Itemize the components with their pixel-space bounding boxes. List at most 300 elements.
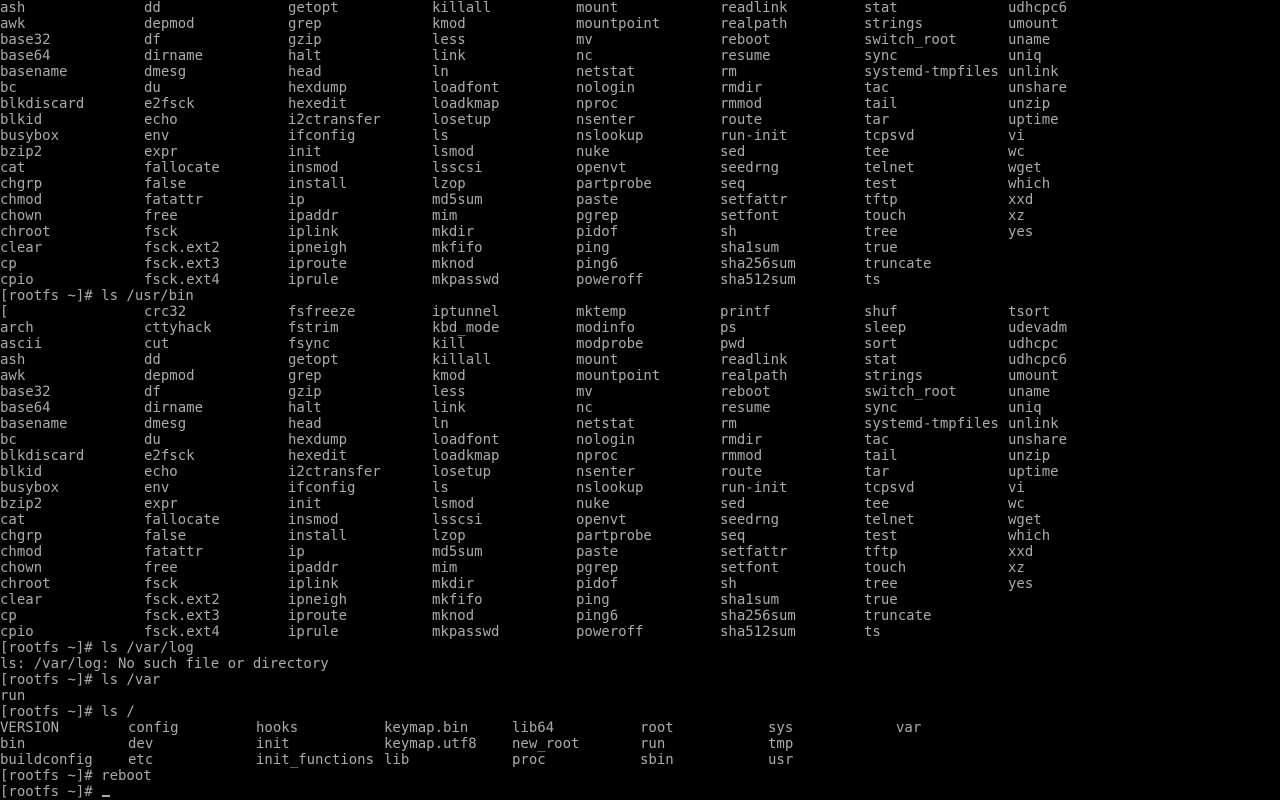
file-entry: umount <box>1008 368 1059 384</box>
shell-prompt-line <box>0 784 1280 800</box>
listing-row <box>0 576 1280 592</box>
file-entry: ping6 <box>576 608 619 624</box>
file-entry: bzip2 <box>0 144 43 160</box>
file-entry: lsscsi <box>432 512 483 528</box>
file-entry: install <box>288 176 348 192</box>
file-entry: cut <box>144 336 170 352</box>
file-entry: chroot <box>0 576 51 592</box>
file-entry: keymap.bin <box>384 720 469 736</box>
listing-row <box>0 224 1280 240</box>
file-entry: loadfont <box>432 432 500 448</box>
file-entry: kmod <box>432 368 466 384</box>
file-entry: wget <box>1008 160 1042 176</box>
listing-row <box>0 752 1280 768</box>
file-entry: lib64 <box>512 720 555 736</box>
file-entry: cat <box>0 512 26 528</box>
file-entry: stat <box>864 352 898 368</box>
file-entry: bc <box>0 432 17 448</box>
file-entry: sys <box>768 720 794 736</box>
file-entry: md5sum <box>432 192 483 208</box>
file-entry: ipaddr <box>288 208 339 224</box>
file-entry: fsck <box>144 576 178 592</box>
file-entry: gzip <box>288 32 322 48</box>
listing-row <box>0 240 1280 256</box>
file-entry: kill <box>432 336 466 352</box>
file-entry: less <box>432 32 466 48</box>
file-entry: lzop <box>432 528 466 544</box>
shell-command-line: [rootfs ~]# ls /var <box>0 672 161 688</box>
file-entry: dev <box>128 736 154 752</box>
file-entry: reboot <box>720 32 771 48</box>
file-entry: cat <box>0 160 26 176</box>
file-entry: lib <box>384 752 410 768</box>
file-entry: cp <box>0 256 17 272</box>
file-entry: losetup <box>432 112 492 128</box>
file-entry: tsort <box>1008 304 1051 320</box>
listing-row <box>0 48 1280 64</box>
file-entry: sha1sum <box>720 592 780 608</box>
file-entry: sync <box>864 48 898 64</box>
file-entry: setfont <box>720 208 780 224</box>
file-entry: uname <box>1008 32 1051 48</box>
listing-row <box>0 400 1280 416</box>
file-entry: systemd-tmpfiles <box>864 416 999 432</box>
file-entry: nologin <box>576 80 636 96</box>
file-entry: base32 <box>0 384 51 400</box>
shell-command-line: [rootfs ~]# ls /usr/bin <box>0 288 194 304</box>
file-entry: rmmod <box>720 96 763 112</box>
output-line: ls: /var/log: No such file or directory <box>0 656 329 672</box>
file-entry: strings <box>864 368 924 384</box>
file-entry: nsenter <box>576 112 636 128</box>
file-entry: run-init <box>720 480 788 496</box>
file-entry: lzop <box>432 176 466 192</box>
listing-row <box>0 720 1280 736</box>
file-entry: df <box>144 32 161 48</box>
file-entry: proc <box>512 752 546 768</box>
file-entry: busybox <box>0 480 60 496</box>
file-entry: tree <box>864 224 898 240</box>
listing-row <box>0 208 1280 224</box>
shell-command-line: [rootfs ~]# reboot <box>0 768 152 784</box>
file-entry: nproc <box>576 448 619 464</box>
listing-row <box>0 544 1280 560</box>
file-entry: udhcpc6 <box>1008 0 1068 16</box>
file-entry: tar <box>864 112 890 128</box>
file-entry: printf <box>720 304 771 320</box>
file-entry: ipaddr <box>288 560 339 576</box>
file-entry: setfattr <box>720 544 788 560</box>
file-entry: head <box>288 416 322 432</box>
file-entry: fsck.ext4 <box>144 624 220 640</box>
file-entry: clear <box>0 240 43 256</box>
file-entry: ping <box>576 592 610 608</box>
file-entry: lsscsi <box>432 160 483 176</box>
file-entry: lsmod <box>432 144 475 160</box>
file-entry: root <box>640 720 674 736</box>
file-entry: ip <box>288 192 305 208</box>
listing-row <box>0 96 1280 112</box>
file-entry: dd <box>144 0 161 16</box>
file-entry: config <box>128 720 179 736</box>
listing-row <box>0 80 1280 96</box>
file-entry: nc <box>576 400 593 416</box>
listing-row <box>0 496 1280 512</box>
file-entry: xz <box>1008 208 1025 224</box>
file-entry: fatattr <box>144 192 204 208</box>
file-entry: route <box>720 112 763 128</box>
file-entry: readlink <box>720 0 788 16</box>
file-entry: setfont <box>720 560 780 576</box>
file-entry: nuke <box>576 144 610 160</box>
file-entry: paste <box>576 192 619 208</box>
file-entry: stat <box>864 0 898 16</box>
file-entry: seq <box>720 176 746 192</box>
file-entry: getopt <box>288 0 339 16</box>
file-entry: blkdiscard <box>0 448 85 464</box>
file-entry: ash <box>0 352 26 368</box>
file-entry: uniq <box>1008 400 1042 416</box>
prompt-text: [rootfs ~]# <box>0 784 102 800</box>
file-entry: mountpoint <box>576 368 661 384</box>
file-entry: halt <box>288 400 322 416</box>
file-entry: modinfo <box>576 320 636 336</box>
file-entry: fsync <box>288 336 331 352</box>
file-entry: cpio <box>0 624 34 640</box>
file-entry: unshare <box>1008 80 1068 96</box>
file-entry: sh <box>720 576 737 592</box>
listing-row <box>0 256 1280 272</box>
file-entry: false <box>144 176 187 192</box>
file-entry: sha512sum <box>720 272 796 288</box>
file-entry: nc <box>576 48 593 64</box>
listing-row <box>0 336 1280 352</box>
file-entry: touch <box>864 560 907 576</box>
file-entry: seedrng <box>720 512 780 528</box>
file-entry: sync <box>864 400 898 416</box>
file-entry: sleep <box>864 320 907 336</box>
file-entry: setfattr <box>720 192 788 208</box>
file-entry: uptime <box>1008 464 1059 480</box>
file-entry: wc <box>1008 144 1025 160</box>
file-entry: mkpasswd <box>432 624 500 640</box>
file-entry: telnet <box>864 512 915 528</box>
file-entry: sort <box>864 336 898 352</box>
file-entry: clear <box>0 592 43 608</box>
output-line: run <box>0 688 26 704</box>
file-entry: chmod <box>0 192 43 208</box>
file-entry: ts <box>864 624 881 640</box>
file-entry: mkdir <box>432 224 475 240</box>
file-entry: nuke <box>576 496 610 512</box>
file-entry: test <box>864 176 898 192</box>
file-entry: unzip <box>1008 96 1051 112</box>
file-entry: run-init <box>720 128 788 144</box>
file-entry: tcpsvd <box>864 128 915 144</box>
file-entry: vi <box>1008 480 1025 496</box>
file-entry: e2fsck <box>144 448 195 464</box>
file-entry: rmdir <box>720 80 763 96</box>
file-entry: touch <box>864 208 907 224</box>
file-entry: env <box>144 128 170 144</box>
file-entry: basename <box>0 64 68 80</box>
file-entry: chgrp <box>0 176 43 192</box>
file-entry: openvt <box>576 512 627 528</box>
file-entry: telnet <box>864 160 915 176</box>
file-entry: ls <box>432 128 449 144</box>
file-entry: rmmod <box>720 448 763 464</box>
file-entry: switch_root <box>864 384 957 400</box>
file-entry: grep <box>288 16 322 32</box>
file-entry: iplink <box>288 576 339 592</box>
file-entry: hexedit <box>288 448 348 464</box>
file-entry: fsck.ext3 <box>144 608 220 624</box>
file-entry: fstrim <box>288 320 339 336</box>
file-entry: systemd-tmpfiles <box>864 64 999 80</box>
file-entry: pwd <box>720 336 746 352</box>
listing-row <box>0 32 1280 48</box>
file-entry: udevadm <box>1008 320 1068 336</box>
file-entry: hexedit <box>288 96 348 112</box>
file-entry: false <box>144 528 187 544</box>
file-entry: nproc <box>576 96 619 112</box>
file-entry: uptime <box>1008 112 1059 128</box>
file-entry: ln <box>432 64 449 80</box>
file-entry: nologin <box>576 432 636 448</box>
file-entry: which <box>1008 528 1051 544</box>
listing-row <box>0 144 1280 160</box>
file-entry: tree <box>864 576 898 592</box>
file-entry: base32 <box>0 32 51 48</box>
listing-row <box>0 480 1280 496</box>
file-entry: sha1sum <box>720 240 780 256</box>
file-entry: ipneigh <box>288 592 348 608</box>
file-entry: busybox <box>0 128 60 144</box>
file-entry: iprule <box>288 624 339 640</box>
file-entry: shuf <box>864 304 898 320</box>
file-entry: echo <box>144 112 178 128</box>
file-entry: unlink <box>1008 416 1059 432</box>
listing-row <box>0 448 1280 464</box>
file-entry: expr <box>144 144 178 160</box>
file-entry: losetup <box>432 464 492 480</box>
file-entry: unzip <box>1008 448 1051 464</box>
file-entry: modprobe <box>576 336 644 352</box>
file-entry: dmesg <box>144 416 187 432</box>
file-entry: du <box>144 432 161 448</box>
file-entry: nslookup <box>576 480 644 496</box>
file-entry: ifconfig <box>288 480 356 496</box>
file-entry: paste <box>576 544 619 560</box>
file-entry: mv <box>576 32 593 48</box>
file-entry: sha256sum <box>720 608 796 624</box>
file-entry: poweroff <box>576 624 644 640</box>
listing-row <box>0 608 1280 624</box>
listing-row <box>0 352 1280 368</box>
file-entry: netstat <box>576 64 636 80</box>
file-entry: free <box>144 208 178 224</box>
file-entry: dd <box>144 352 161 368</box>
file-entry: tee <box>864 496 890 512</box>
file-entry: tac <box>864 80 890 96</box>
file-entry: seq <box>720 528 746 544</box>
file-entry: switch_root <box>864 32 957 48</box>
file-entry: mkpasswd <box>432 272 500 288</box>
file-entry: fsck <box>144 224 178 240</box>
file-entry: dirname <box>144 400 204 416</box>
listing-row <box>0 320 1280 336</box>
file-entry: tftp <box>864 544 898 560</box>
file-entry: true <box>864 240 898 256</box>
file-entry: echo <box>144 464 178 480</box>
file-entry: unlink <box>1008 64 1059 80</box>
file-entry: yes <box>1008 224 1034 240</box>
listing-row <box>0 272 1280 288</box>
listing-row <box>0 64 1280 80</box>
file-entry: df <box>144 384 161 400</box>
file-entry: nsenter <box>576 464 636 480</box>
file-entry: udhcpc6 <box>1008 352 1068 368</box>
listing-row <box>0 464 1280 480</box>
file-entry: chroot <box>0 224 51 240</box>
file-entry: chgrp <box>0 528 43 544</box>
file-entry: head <box>288 64 322 80</box>
listing-row <box>0 160 1280 176</box>
file-entry: loadkmap <box>432 96 500 112</box>
file-entry: dirname <box>144 48 204 64</box>
file-entry: fallocate <box>144 512 220 528</box>
file-entry: chown <box>0 560 43 576</box>
file-entry: iproute <box>288 256 348 272</box>
file-entry: wget <box>1008 512 1042 528</box>
listing-row <box>0 304 1280 320</box>
file-entry: loadfont <box>432 80 500 96</box>
listing-row <box>0 528 1280 544</box>
listing-row <box>0 432 1280 448</box>
file-entry: link <box>432 48 466 64</box>
file-entry: tar <box>864 464 890 480</box>
file-entry: netstat <box>576 416 636 432</box>
file-entry: mim <box>432 560 458 576</box>
file-entry: sed <box>720 144 746 160</box>
file-entry: bzip2 <box>0 496 43 512</box>
file-entry: chown <box>0 208 43 224</box>
file-entry: sed <box>720 496 746 512</box>
shell-command-line: [rootfs ~]# ls /var/log <box>0 640 194 656</box>
file-entry: mim <box>432 208 458 224</box>
file-entry: base64 <box>0 48 51 64</box>
file-entry: xxd <box>1008 192 1034 208</box>
file-entry: hooks <box>256 720 299 736</box>
file-entry: tmp <box>768 736 794 752</box>
file-entry: truncate <box>864 256 932 272</box>
file-entry: init <box>288 496 322 512</box>
listing-row <box>0 384 1280 400</box>
file-entry: tail <box>864 448 898 464</box>
file-entry: ifconfig <box>288 128 356 144</box>
file-entry: basename <box>0 416 68 432</box>
file-entry: udhcpc <box>1008 336 1059 352</box>
file-entry: blkdiscard <box>0 96 85 112</box>
file-entry: md5sum <box>432 544 483 560</box>
file-entry: xz <box>1008 560 1025 576</box>
file-entry: fsck.ext3 <box>144 256 220 272</box>
file-entry: ls <box>432 480 449 496</box>
file-entry: lsmod <box>432 496 475 512</box>
listing-row <box>0 128 1280 144</box>
file-entry: blkid <box>0 112 43 128</box>
file-entry: uniq <box>1008 48 1042 64</box>
file-entry: test <box>864 528 898 544</box>
shell-command-line: [rootfs ~]# ls / <box>0 704 135 720</box>
file-entry: dmesg <box>144 64 187 80</box>
file-entry: blkid <box>0 464 43 480</box>
file-entry: buildconfig <box>0 752 93 768</box>
file-entry: vi <box>1008 128 1025 144</box>
file-entry: chmod <box>0 544 43 560</box>
file-entry: realpath <box>720 16 788 32</box>
file-entry: unshare <box>1008 432 1068 448</box>
file-entry: mountpoint <box>576 16 661 32</box>
file-entry: fallocate <box>144 160 220 176</box>
listing-row <box>0 368 1280 384</box>
text-cursor[interactable] <box>102 795 110 797</box>
file-entry: mkdir <box>432 576 475 592</box>
file-entry: uname <box>1008 384 1051 400</box>
file-entry: sha512sum <box>720 624 796 640</box>
file-entry: crc32 <box>144 304 187 320</box>
file-entry: i2ctransfer <box>288 464 381 480</box>
file-entry: rm <box>720 64 737 80</box>
listing-row <box>0 592 1280 608</box>
file-entry: depmod <box>144 16 195 32</box>
file-entry: reboot <box>720 384 771 400</box>
file-entry: cp <box>0 608 17 624</box>
file-entry: VERSION <box>0 720 60 736</box>
file-entry: realpath <box>720 368 788 384</box>
file-entry: resume <box>720 48 771 64</box>
file-entry: awk <box>0 368 26 384</box>
file-entry: fsck.ext4 <box>144 272 220 288</box>
file-entry: mv <box>576 384 593 400</box>
file-entry: pgrep <box>576 560 619 576</box>
file-entry: tee <box>864 144 890 160</box>
file-entry: resume <box>720 400 771 416</box>
file-entry: fsck.ext2 <box>144 592 220 608</box>
file-entry: mkfifo <box>432 240 483 256</box>
file-entry: killall <box>432 352 492 368</box>
file-entry: loadkmap <box>432 448 500 464</box>
file-entry: var <box>896 720 922 736</box>
file-entry: mount <box>576 0 619 16</box>
file-entry: readlink <box>720 352 788 368</box>
file-entry: sha256sum <box>720 256 796 272</box>
file-entry: iprule <box>288 272 339 288</box>
file-entry: pgrep <box>576 208 619 224</box>
file-entry: yes <box>1008 576 1034 592</box>
file-entry: rm <box>720 416 737 432</box>
file-entry: grep <box>288 368 322 384</box>
listing-row <box>0 624 1280 640</box>
file-entry: insmod <box>288 160 339 176</box>
file-entry: ping6 <box>576 256 619 272</box>
file-entry: iplink <box>288 224 339 240</box>
file-entry: seedrng <box>720 160 780 176</box>
file-entry: wc <box>1008 496 1025 512</box>
file-entry: kbd_mode <box>432 320 500 336</box>
file-entry: run <box>640 736 666 752</box>
file-entry: strings <box>864 16 924 32</box>
